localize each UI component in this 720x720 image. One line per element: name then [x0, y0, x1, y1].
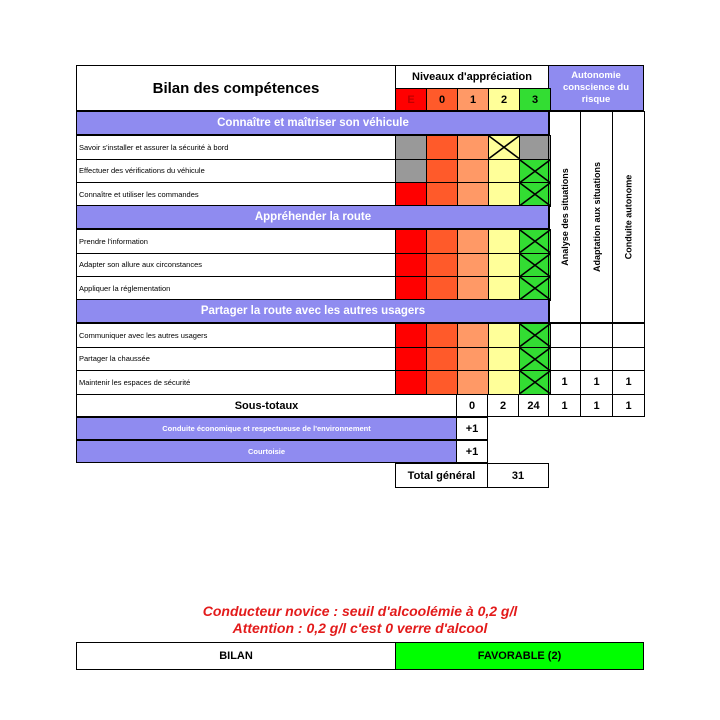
level-cell-3: [519, 135, 551, 160]
sous-total-value: 2: [487, 394, 519, 417]
extra-eco-label: Conduite économique et respectueuse de l'environnement: [76, 417, 457, 440]
competence-label: Appliquer la réglementation: [76, 276, 396, 301]
level-cell-1: [457, 159, 489, 184]
autonomie-cell: 1: [580, 370, 613, 395]
level-cell-2: [488, 276, 520, 301]
alcohol-warning-line2: Attention : 0,2 g/l c'est 0 verre d'alcool: [232, 620, 488, 636]
level-cell-checked: [519, 182, 551, 207]
competence-label: Maintenir les espaces de sécurité: [76, 370, 396, 395]
autonomie-cell: 1: [612, 370, 645, 395]
competence-label: Adapter son allure aux circonstances: [76, 253, 396, 278]
level-cell-2: [488, 182, 520, 207]
level-cell-0: [426, 182, 458, 207]
section-title-1: Appréhender la route: [76, 205, 550, 229]
sous-total-value: 24: [518, 394, 549, 417]
sous-total-autonomie: 1: [548, 394, 581, 417]
autonomie-header: Autonomie conscience du risque: [548, 65, 644, 111]
competence-label: Effectuer des vérifications du véhicule: [76, 159, 396, 184]
autonomie-column-label: Analyse des situations: [559, 168, 570, 266]
autonomie-cell: 1: [548, 370, 581, 395]
level-cell-E: [395, 253, 427, 278]
niveaux-appreciation-header: Niveaux d'appréciation: [395, 65, 549, 89]
competence-label: Savoir s'installer et assurer la sécurité à bord: [76, 135, 396, 160]
level-cell-1: [457, 370, 489, 395]
autonomie-cell: [612, 323, 645, 348]
level-cell-E: [395, 276, 427, 301]
level-cell-checked: [519, 370, 551, 395]
autonomie-cell: [612, 347, 645, 372]
level-cell-2: [488, 370, 520, 395]
total-label: Total général: [395, 463, 488, 488]
section-title-0: Connaître et maîtriser son véhicule: [76, 111, 550, 135]
level-header-0: E: [395, 88, 427, 111]
sous-total-value: 0: [456, 394, 488, 417]
extra-courtoisie-label: Courtoisie: [76, 440, 457, 463]
level-cell-1: [457, 135, 489, 160]
sous-total-autonomie: 1: [612, 394, 645, 417]
level-cell-0: [426, 135, 458, 160]
level-cell-E: [395, 370, 427, 395]
level-cell-2: [488, 323, 520, 348]
autonomie-column-label: Adaptation aux situations: [591, 161, 602, 273]
autonomie-cell: [580, 347, 613, 372]
level-cell-1: [457, 253, 489, 278]
level-cell-E: [395, 182, 427, 207]
level-cell-checked: [519, 159, 551, 184]
level-cell-checked: [519, 253, 551, 278]
total-value: 31: [487, 463, 549, 488]
table-title: Bilan des compétences: [76, 65, 396, 111]
level-header-1: 0: [426, 88, 458, 111]
autonomie-column-1: [580, 111, 613, 323]
competence-label: Prendre l'information: [76, 229, 396, 254]
competence-label: Partager la chaussée: [76, 347, 396, 372]
autonomie-cell: [580, 323, 613, 348]
level-cell-0: [426, 159, 458, 184]
level-cell-E: [395, 347, 427, 372]
level-cell-0: [426, 229, 458, 254]
autonomie-column-2: [612, 111, 645, 323]
alcohol-warning-line1: Conducteur novice : seuil d'alcoolémie à 0,2 g/l: [202, 603, 518, 619]
level-cell-E: [395, 159, 427, 184]
autonomie-column-label: Conduite autonome: [623, 174, 634, 260]
sous-totaux-label: Sous-totaux: [76, 394, 457, 417]
level-header-2: 1: [457, 88, 489, 111]
level-cell-2: [488, 229, 520, 254]
level-cell-1: [457, 347, 489, 372]
extra-courtoisie-value: +1: [456, 440, 488, 463]
autonomie-column-0: [548, 111, 581, 323]
level-cell-2: [488, 347, 520, 372]
level-cell-0: [426, 370, 458, 395]
competence-label: Connaître et utiliser les commandes: [76, 182, 396, 207]
extra-eco-value: +1: [456, 417, 488, 440]
section-title-2: Partager la route avec les autres usagers: [76, 299, 550, 323]
competence-label: Communiquer avec les autres usagers: [76, 323, 396, 348]
level-cell-1: [457, 276, 489, 301]
level-header-3: 2: [488, 88, 520, 111]
level-cell-checked: [519, 347, 551, 372]
level-cell-checked: [519, 229, 551, 254]
level-cell-2: [488, 253, 520, 278]
level-cell-checked: [519, 323, 551, 348]
level-cell-1: [457, 182, 489, 207]
level-header-4: 3: [519, 88, 551, 111]
level-cell-0: [426, 347, 458, 372]
autonomie-cell: [548, 323, 581, 348]
level-cell-0: [426, 253, 458, 278]
level-cell-1: [457, 229, 489, 254]
level-cell-1: [457, 323, 489, 348]
bilan-label: BILAN: [76, 642, 396, 670]
level-cell-E: [395, 323, 427, 348]
level-cell-E: [395, 135, 427, 160]
sous-total-autonomie: 1: [580, 394, 613, 417]
level-cell-0: [426, 276, 458, 301]
level-cell-checked: [519, 276, 551, 301]
level-cell-checked: [488, 135, 520, 160]
bilan-value: FAVORABLE (2): [395, 642, 644, 670]
level-cell-E: [395, 229, 427, 254]
autonomie-cell: [548, 347, 581, 372]
level-cell-2: [488, 159, 520, 184]
level-cell-0: [426, 323, 458, 348]
